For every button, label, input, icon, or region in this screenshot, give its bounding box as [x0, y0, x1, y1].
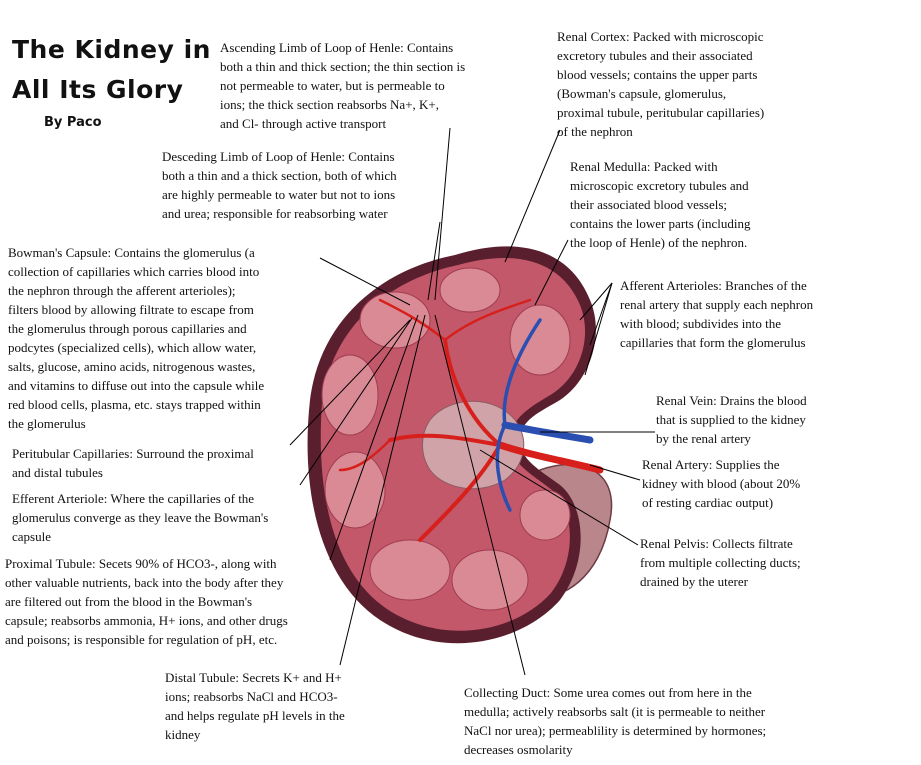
title-line-2: All Its Glory — [12, 75, 184, 104]
label-peritubular-capillaries: Peritubular Capillaries: Surround the proximal and distal tubules — [12, 446, 254, 480]
leader-renal-cortex — [505, 130, 560, 262]
label-renal-cortex: Renal Cortex: Packed with microscopic excretory tubules and their associated blood vessels; contains the upper parts (Bowman's capsule, glomerulus, proximal tubule, peritubular capillaries) of the nephron — [557, 29, 765, 139]
author-byline: By Paco — [44, 115, 102, 130]
label-renal-pelvis: Renal Pelvis: Collects filtrate from multiple collecting ducts; drained by the uterer — [640, 536, 801, 589]
label-collecting-duct: Collecting Duct: Some urea comes out from here in the medulla; actively reabsorbs salt (it is permeable to neither NaCl nor urea); permeablility is determined by hormones; decreases osmolarity — [464, 685, 767, 757]
label-efferent-arteriole: Efferent Arteriole: Where the capillaries of the glomerulus converge as they leave the Bowman's capsule — [12, 491, 269, 544]
label-renal-medulla: Renal Medulla: Packed with microscopic excretory tubules and their associated blood vessels; contains the lower parts (including the loop of Henle) of the nephron. — [570, 159, 751, 250]
label-bowmans-capsule: Bowman's Capsule: Contains the glomerulus (a collection of capillaries which carries blood into the nephron through the afferent arterioles); filters blood by allowing filtrate to escape from the glomerulus through porous capillaries and podcytes (specialized cells), which allow water, salts, glucose, amino acids, nitrogenous wastes, and vitamins to diffuse out into the capsule while red blood cells, plasma, etc. stays trapped within the glomerulus — [8, 245, 265, 431]
title-line-1: The Kidney in — [12, 35, 211, 64]
label-proximal-tubule: Proximal Tubule: Secets 90% of HCO3-, along with other valuable nutrients, back into the body after they are filtered out from the blood in the Bowman's capsule; reabsorbs ammonia, H+ ions, and other drugs and poisons; is responsible for regulation of pH, etc. — [5, 556, 288, 647]
label-renal-artery: Renal Artery: Supplies the kidney with blood (about 20% of resting cardiac output) — [642, 457, 801, 510]
label-afferent-arterioles: Afferent Arterioles: Branches of the renal artery that supply each nephron with blood; subdivides into the capillaries that form the glomerulus — [620, 278, 814, 350]
label-distal-tubule: Distal Tubule: Secrets K+ and H+ ions; reabsorbs NaCl and HCO3- and helps regulate pH levels in the kidney — [165, 670, 345, 742]
label-ascending-limb: Ascending Limb of Loop of Henle: Contains both a thin and thick section; the thin section is not permeable to water, but is permeable to ions; the thick section reabsorbs Na+, K+, and Cl- through active transport — [220, 40, 466, 131]
label-renal-vein: Renal Vein: Drains the blood that is supplied to the kidney by the renal artery — [656, 393, 807, 446]
label-descending-limb: Desceding Limb of Loop of Henle: Contains both a thin and a thick section, both of which are highly permeable to water but not to ions and urea; responsible for reabsorbing water — [162, 149, 397, 221]
